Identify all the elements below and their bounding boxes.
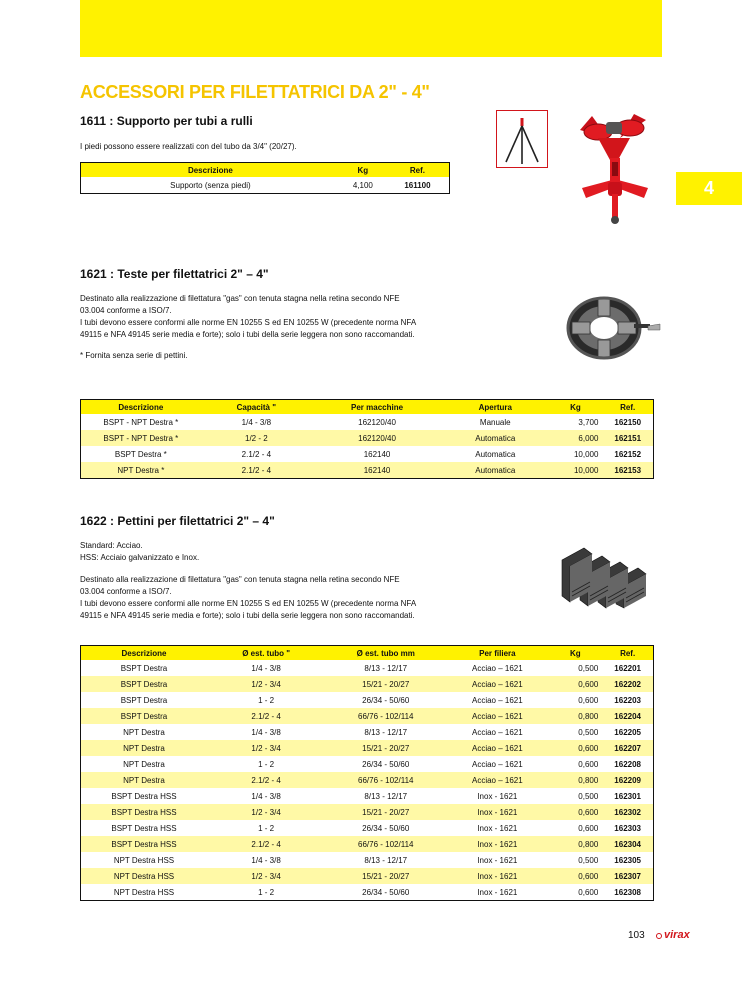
cell-descrizione: BSPT Destra [81, 676, 207, 692]
section-1611-note: I piedi possono essere realizzati con del tubo da 3/4" (20/27). [80, 142, 297, 151]
cell-ref: 162305 [614, 855, 641, 865]
cell-kg: 0,800 [548, 772, 602, 788]
cell-est-tubo-inch: 1/2 - 3/4 [207, 868, 325, 884]
cell-per-filiera: Acciao – 1621 [471, 727, 523, 737]
cell-descrizione: BSPT Destra [120, 695, 168, 705]
cell-est-tubo-inch: 2.1/2 - 4 [207, 772, 325, 788]
cell-est-tubo-inch: 1/2 - 3/4 [207, 740, 325, 756]
section-1622-desc-1: Destinato alla realizzazione di filettatura "gas" con tenuta stagna nella retina secondo NFE [80, 575, 400, 584]
cell-ref: 162205 [614, 727, 641, 737]
cell-ref: 162303 [614, 823, 641, 833]
cell-apertura: Automatica [442, 430, 548, 446]
cell-est-tubo-inch: 1 - 2 [258, 887, 275, 897]
col-ref: Ref. [602, 646, 653, 661]
chapter-tab: 4 [676, 172, 742, 205]
cell-descrizione: BSPT Destra HSS [81, 836, 207, 852]
section-1622-standard: Standard: Acciao. [80, 541, 143, 550]
cell-kg: 0,600 [578, 887, 599, 897]
table-row [81, 692, 654, 708]
cell-per-filiera: Inox - 1621 [446, 804, 548, 820]
cell-est-tubo-mm: 26/34 - 50/60 [362, 823, 410, 833]
table-row [81, 430, 654, 446]
cell-est-tubo-inch: 1 - 2 [258, 823, 275, 833]
col-est-tubo-inch: Ø est. tubo " [207, 646, 325, 661]
cell-per-filiera: Inox - 1621 [477, 855, 518, 865]
cell-descrizione: NPT Destra [123, 759, 165, 769]
section-1621-note: * Fornita senza serie di pettini. [80, 351, 188, 360]
cell-per-filiera: Acciao – 1621 [446, 772, 548, 788]
col-est-tubo-mm: Ø est. tubo mm [325, 646, 446, 661]
cell-kg: 3,700 [578, 417, 599, 427]
cell-est-tubo-mm: 66/76 - 102/114 [325, 772, 446, 788]
table-row [81, 660, 654, 676]
table-1621 [80, 399, 654, 479]
cell-ref: 162304 [602, 836, 653, 852]
table-row [81, 177, 450, 194]
cell-ref: 162153 [602, 462, 653, 479]
cell-est-tubo-inch: 1 - 2 [258, 695, 275, 705]
cell-ref: 162201 [614, 663, 641, 673]
cell-est-tubo-mm: 8/13 - 12/17 [364, 727, 408, 737]
cell-descrizione: NPT Destra HSS [113, 855, 175, 865]
col-ref: Ref. [602, 400, 653, 415]
cell-descrizione: BSPT Destra HSS [111, 791, 177, 801]
col-kg: Kg [548, 646, 602, 661]
table-row [81, 708, 654, 724]
cell-kg: 10,000 [573, 449, 599, 459]
roller-pipe-support-icon [568, 108, 658, 236]
cell-descrizione: BSPT Destra HSS [111, 823, 177, 833]
cell-per-filiera: Inox - 1621 [477, 887, 518, 897]
cell-descrizione: NPT Destra [81, 772, 207, 788]
cell-per-filiera: Acciao – 1621 [446, 708, 548, 724]
cell-est-tubo-inch: 1/2 - 3/4 [207, 676, 325, 692]
col-capacita: Capacità " [201, 400, 312, 415]
table-row [81, 772, 654, 788]
cell-apertura: Manuale [479, 417, 511, 427]
cell-per-macchine: 162140 [363, 449, 391, 459]
table-row [81, 804, 654, 820]
col-per-macchine: Per macchine [312, 400, 442, 415]
cell-per-filiera: Acciao – 1621 [446, 676, 548, 692]
cell-kg: 0,600 [578, 759, 599, 769]
col-descrizione: Descrizione [81, 400, 201, 415]
tripod-legs-icon [496, 110, 548, 168]
cell-est-tubo-mm: 8/13 - 12/17 [364, 855, 408, 865]
cell-ref: 162208 [614, 759, 641, 769]
col-descrizione: Descrizione [81, 163, 340, 178]
table-row [81, 740, 654, 756]
section-1621-desc-1: Destinato alla realizzazione di filettatura "gas" con tenuta stagna nella retina secondo NFE [80, 294, 400, 303]
cell-kg: 0,600 [548, 804, 602, 820]
cell-est-tubo-inch: 1/4 - 3/8 [251, 791, 281, 801]
cell-descrizione: BSPT Destra [120, 663, 168, 673]
cell-kg: 10,000 [549, 462, 603, 479]
cell-est-tubo-mm: 26/34 - 50/60 [362, 695, 410, 705]
cell-est-tubo-mm: 15/21 - 20/27 [325, 804, 446, 820]
cell-per-filiera: Inox - 1621 [477, 791, 518, 801]
cell-ref: 162301 [614, 791, 641, 801]
section-1621-title: 1621 : Teste per filettatrici 2" – 4" [80, 267, 269, 281]
table-row [81, 756, 654, 772]
cell-per-filiera: Acciao – 1621 [471, 695, 523, 705]
cell-per-filiera: Inox - 1621 [477, 823, 518, 833]
cell-kg: 0,500 [578, 727, 599, 737]
brand-logo: virax [664, 929, 690, 941]
cell-kg: 0,600 [548, 868, 602, 884]
section-1611-title: 1611 : Supporto per tubi a rulli [80, 114, 253, 128]
cell-descrizione: BSPT Destra * [114, 449, 167, 459]
cell-descrizione: BSPT Destra HSS [81, 804, 207, 820]
cell-ref: 162207 [602, 740, 653, 756]
table-row [81, 676, 654, 692]
cell-kg: 0,500 [578, 855, 599, 865]
cell-est-tubo-inch: 1/4 - 3/8 [251, 727, 281, 737]
cell-descrizione: NPT Destra * [81, 462, 201, 479]
cell-descrizione: NPT Destra HSS [113, 887, 175, 897]
cell-est-tubo-inch: 2.1/2 - 4 [207, 708, 325, 724]
section-1622-title: 1622 : Pettini per filettatrici 2" – 4" [80, 514, 275, 528]
col-descrizione: Descrizione [81, 646, 207, 661]
cell-per-macchine: 162120/40 [312, 430, 442, 446]
brand-mark-icon [656, 933, 662, 939]
section-1622-desc-2: 03.004 conforme a ISO/7. [80, 587, 172, 596]
cell-per-filiera: Inox - 1621 [446, 868, 548, 884]
col-kg: Kg [340, 163, 386, 178]
cell-est-tubo-mm: 66/76 - 102/114 [325, 708, 446, 724]
table-row [81, 788, 654, 804]
cell-ref: 162209 [602, 772, 653, 788]
cell-descrizione: NPT Destra HSS [81, 868, 207, 884]
cell-ref: 162307 [602, 868, 653, 884]
cell-ref: 162203 [614, 695, 641, 705]
cell-per-filiera: Acciao – 1621 [446, 740, 548, 756]
cell-kg: 0,600 [548, 676, 602, 692]
cell-est-tubo-inch: 1/2 - 3/4 [207, 804, 325, 820]
col-ref: Ref. [386, 163, 450, 178]
cell-apertura: Automatica [442, 462, 548, 479]
cell-ref: 162308 [614, 887, 641, 897]
cell-est-tubo-mm: 15/21 - 20/27 [325, 676, 446, 692]
table-row [81, 884, 654, 901]
table-row [81, 836, 654, 852]
section-1622-desc-3: I tubi devono essere conformi alle norme EN 10255 S ed EN 10255 W (precedente norma NFA [80, 599, 417, 608]
col-per-filiera: Per filiera [446, 646, 548, 661]
cell-per-macchine: 162140 [312, 462, 442, 479]
col-kg: Kg [549, 400, 603, 415]
cell-kg: 0,600 [578, 823, 599, 833]
cell-est-tubo-inch: 1/4 - 3/8 [251, 663, 281, 673]
table-row [81, 462, 654, 479]
die-head-icon [562, 290, 662, 364]
cell-ref: 162204 [602, 708, 653, 724]
table-row [81, 868, 654, 884]
cell-descrizione: BSPT - NPT Destra * [103, 417, 179, 427]
cell-descrizione: BSPT Destra [81, 708, 207, 724]
section-1621-desc-3: I tubi devono essere conformi alle norme EN 10255 S ed EN 10255 W (precedente norma NFA [80, 318, 417, 327]
cell-est-tubo-mm: 8/13 - 12/17 [364, 791, 408, 801]
section-1622-hss: HSS: Acciaio galvanizzato e Inox. [80, 553, 200, 562]
cell-capacita: 1/4 - 3/8 [241, 417, 272, 427]
cell-descrizione: NPT Destra [123, 727, 165, 737]
section-1621-desc-4: 49115 e NFA 49145 serie media e forte); solo i tubi della serie leggera non sono raccomandati. [80, 330, 415, 339]
page-number: 103 [628, 930, 645, 941]
page-title: ACCESSORI PER FILETTATRICI DA 2" - 4" [80, 82, 430, 102]
cell-kg: 0,600 [548, 740, 602, 756]
table-row [81, 446, 654, 462]
cell-ref: 162151 [602, 430, 653, 446]
cell-kg: 0,800 [548, 836, 602, 852]
table-1611 [80, 162, 450, 194]
cell-per-filiera: Acciao – 1621 [471, 663, 523, 673]
col-apertura: Apertura [442, 400, 548, 415]
cell-per-filiera: Acciao – 1621 [471, 759, 523, 769]
cell-est-tubo-inch: 1/4 - 3/8 [251, 855, 281, 865]
cell-descrizione: BSPT - NPT Destra * [81, 430, 201, 446]
cell-est-tubo-mm: 26/34 - 50/60 [362, 759, 410, 769]
cell-ref: 162150 [614, 417, 642, 427]
cell-kg: 0,600 [578, 695, 599, 705]
table-row [81, 414, 654, 430]
cell-ref: 162202 [602, 676, 653, 692]
cell-est-tubo-mm: 15/21 - 20/27 [325, 868, 446, 884]
table-row [81, 820, 654, 836]
table-row [81, 724, 654, 740]
cell-capacita: 2.1/2 - 4 [241, 449, 272, 459]
cell-ref: 162152 [614, 449, 642, 459]
section-1622-desc-4: 49115 e NFA 49145 serie media e forte); solo i tubi della serie leggera non sono raccomandati. [80, 611, 415, 620]
cell-descrizione: NPT Destra [81, 740, 207, 756]
cell-kg: 0,800 [548, 708, 602, 724]
cell-descrizione: Supporto (senza piedi) [170, 180, 251, 190]
cell-est-tubo-mm: 26/34 - 50/60 [362, 887, 410, 897]
cell-apertura: Automatica [475, 449, 516, 459]
cell-est-tubo-mm: 15/21 - 20/27 [325, 740, 446, 756]
cell-ref: 161100 [404, 180, 431, 190]
table-1622 [80, 645, 654, 901]
top-yellow-band [80, 0, 662, 57]
cell-est-tubo-inch: 1 - 2 [258, 759, 275, 769]
cell-est-tubo-inch: 2.1/2 - 4 [207, 836, 325, 852]
cell-kg: 0,500 [578, 791, 599, 801]
thread-chasers-icon [558, 544, 658, 610]
cell-kg: 0,500 [578, 663, 599, 673]
cell-per-filiera: Inox - 1621 [446, 836, 548, 852]
section-1621-desc-2: 03.004 conforme a ISO/7. [80, 306, 172, 315]
table-row [81, 852, 654, 868]
cell-est-tubo-mm: 66/76 - 102/114 [325, 836, 446, 852]
cell-est-tubo-mm: 8/13 - 12/17 [364, 663, 408, 673]
cell-ref: 162302 [602, 804, 653, 820]
cell-per-macchine: 162120/40 [358, 417, 396, 427]
table-1622-body [81, 660, 654, 901]
cell-capacita: 2.1/2 - 4 [201, 462, 312, 479]
cell-capacita: 1/2 - 2 [201, 430, 312, 446]
cell-kg: 6,000 [549, 430, 603, 446]
cell-kg: 4,100 [352, 180, 373, 190]
